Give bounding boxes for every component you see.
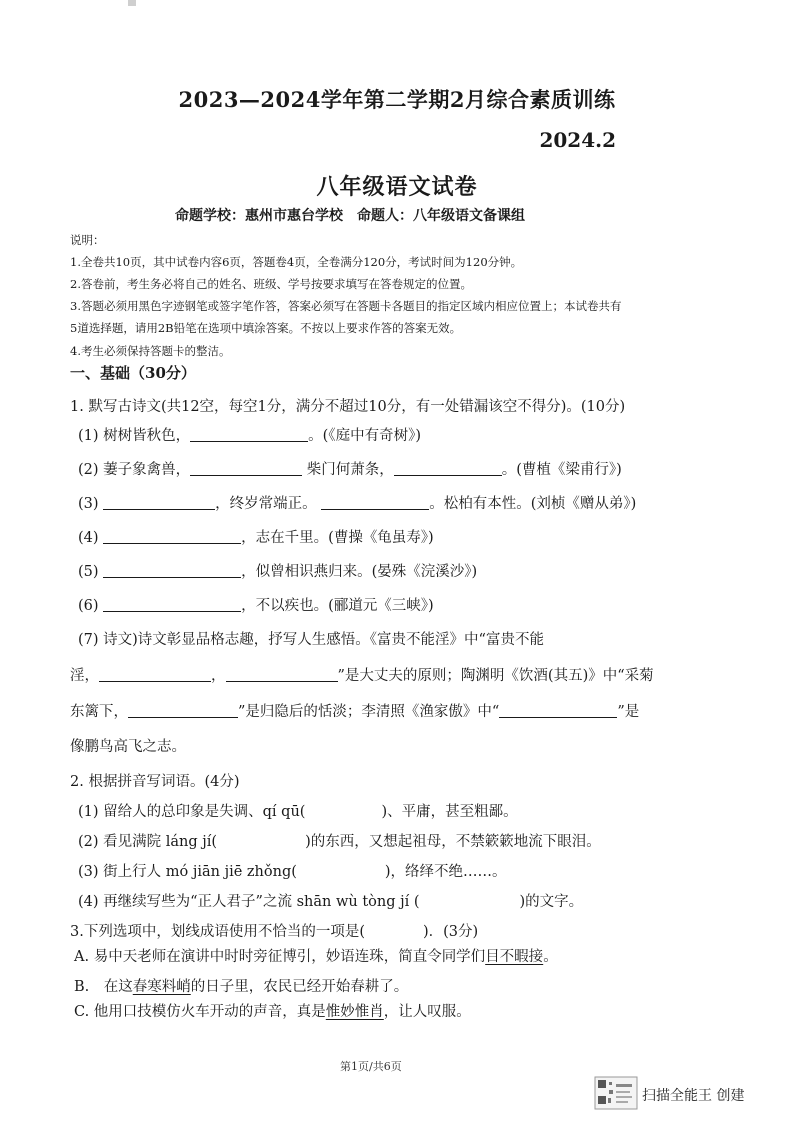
note-item: 3.答题必须用黑色字迹钢笔或签字笔作答，答案必须写在答题卡各题目的指定区域内相应位置上；本试卷共有 xyxy=(70,299,622,313)
section-heading: 一、基础（30分） xyxy=(70,364,196,382)
q1-item-5 xyxy=(78,560,477,581)
q1-item-3 xyxy=(78,492,636,513)
exam-subject: 八年级语文试卷 xyxy=(316,174,478,200)
note-item: 1.全卷共10页，其中试卷内容6页，答题卷4页，全卷满分120分，考试时间为120分钟。 xyxy=(70,255,523,269)
q3-option-a[interactable] xyxy=(74,945,558,966)
q1-item-text: ，不以疾也。(郦道元《三峡》) xyxy=(241,598,434,614)
underlined-idiom: 目不暇接 xyxy=(485,949,544,965)
q1-item-text: 。松柏有本性。(刘桢《赠从弟》) xyxy=(429,496,637,512)
q1-item-text: ”是 xyxy=(617,704,640,720)
q1-item-label: (6) xyxy=(78,598,99,614)
option-text: ，让人叹服。 xyxy=(383,1004,471,1020)
q2-item-text: (1) 留给人的总印象是失调、qí qū( xyxy=(78,804,306,820)
q2-item-text: (4) 再继续写些为“正人君子”之流 shān wù tòng jí ( xyxy=(78,894,420,910)
q2-item-text: (3) 街上行人 mó jiān jiē zhǒng( xyxy=(78,864,297,880)
q2-item-3 xyxy=(78,860,507,881)
option-text: A. 易中天老师在演讲中时时旁征博引，妙语连珠，简直令同学们 xyxy=(74,949,486,965)
q2-item-4 xyxy=(78,890,583,911)
q1-item-2 xyxy=(78,458,622,479)
q1-item-text: ， xyxy=(211,668,226,684)
q1-item-text: 。(《庭中有奇树》) xyxy=(308,428,421,444)
answer-blank[interactable] xyxy=(103,597,241,612)
option-text: 的日子里，农民已经开始春耕了。 xyxy=(190,979,409,995)
answer-blank[interactable] xyxy=(99,667,211,682)
q1-item-text: 淫， xyxy=(70,668,99,684)
q1-item-text: 柴门何萧条， xyxy=(306,462,394,478)
q1-item-label: (2) 萋子象禽兽， xyxy=(78,462,191,478)
underlined-idiom: 惟妙惟肖 xyxy=(325,1004,384,1020)
notes-heading: 说明： xyxy=(70,233,105,247)
q1-item-label: (1) 树树皆秋色， xyxy=(78,428,191,444)
q1-item-1 xyxy=(78,424,421,445)
q1-item-label: (3) xyxy=(78,496,99,512)
q1-stem: 1. 默写古诗文(共12空，每空1分，满分不超过10分，有一处错漏该空不得分)。(10分) xyxy=(70,399,626,415)
option-text: 。 xyxy=(543,949,558,965)
q2-item-1 xyxy=(78,800,518,821)
q2-item-text: )的东西，又想起祖母，不禁簌簌地流下眼泪。 xyxy=(305,834,601,850)
note-item: 2.答卷前，考生务必将自己的姓名、班级、学号按要求填写在答卷规定的位置。 xyxy=(70,277,472,291)
page-footer: 第1页/共6页 xyxy=(340,1060,402,1073)
q2-item-text: )的文字。 xyxy=(519,894,584,910)
q1-item-text: ”是归隐后的恬淡；李清照《渔家傲》中“ xyxy=(238,704,500,720)
q3-option-b[interactable] xyxy=(74,975,408,996)
q1-item-4 xyxy=(78,526,434,547)
q1-item-label: (5) xyxy=(78,564,99,580)
answer-blank[interactable] xyxy=(103,563,241,578)
answer-blank[interactable] xyxy=(321,495,429,510)
q1-item-7-line4: 像鹏鸟高飞之志。 xyxy=(70,739,186,755)
scan-artifact xyxy=(128,0,136,6)
note-item: 5道选择题，请用2B铅笔在选项中填涂答案。不按以上要求作答的答案无效。 xyxy=(70,321,462,335)
qr-logo-icon xyxy=(594,1076,638,1110)
q1-item-label: (4) xyxy=(78,530,99,546)
q1-item-7-line3 xyxy=(70,700,639,721)
q1-item-7-line2 xyxy=(70,664,654,685)
answer-blank[interactable] xyxy=(226,667,338,682)
note-item: 4.考生必须保持答题卡的整洁。 xyxy=(70,344,231,358)
option-text: B. 在这 xyxy=(74,979,133,995)
q1-item-text: ，志在千里。(曹操《龟虽寿》) xyxy=(241,530,434,546)
exam-title: 2023—2024学年第二学期2月综合素质训练 xyxy=(178,87,616,112)
answer-blank[interactable] xyxy=(190,461,302,476)
answer-blank[interactable] xyxy=(499,703,617,718)
q2-item-text: (2) 看见满院 láng jí( xyxy=(78,834,218,850)
answer-blank[interactable] xyxy=(190,427,308,442)
q3-stem: 3.下列选项中，划线成语使用不恰当的一项是( )．(3分) xyxy=(70,924,479,940)
option-text: C. 他用口技模仿火车开动的声音，真是 xyxy=(74,1004,326,1020)
q1-item-text: 东篱下， xyxy=(70,704,128,720)
q1-item-text: ，终岁常端正。 xyxy=(215,496,317,512)
q3-option-c[interactable] xyxy=(74,1000,471,1021)
q1-item-7-line1: (7) 诗文)诗文彰显品格志趣，抒写人生感悟。《富贵不能淫》中“富贵不能 xyxy=(78,632,544,648)
answer-blank[interactable] xyxy=(394,461,502,476)
author-line: 命题学校：惠州市惠台学校 命题人：八年级语文备课组 xyxy=(175,208,525,224)
answer-blank[interactable] xyxy=(103,529,241,544)
q2-item-text: )，络绎不绝……。 xyxy=(384,864,507,880)
answer-blank[interactable] xyxy=(128,703,238,718)
answer-blank[interactable] xyxy=(103,495,215,510)
q2-item-text: )、平庸，甚至粗鄙。 xyxy=(381,804,518,820)
q1-item-text: ，似曾相识燕归来。(晏殊《浣溪沙》) xyxy=(241,564,478,580)
q2-item-2 xyxy=(78,830,601,851)
q2-stem: 2. 根据拼音写词语。(4分) xyxy=(70,774,240,790)
q1-item-text: 。(曹植《梁甫行》) xyxy=(501,462,622,478)
q1-item-text: ”是大丈夫的原则；陶渊明《饮酒(其五)》中“采菊 xyxy=(337,668,654,684)
underlined-idiom: 春寒料峭 xyxy=(132,979,191,995)
exam-date: 2024.2 xyxy=(539,128,616,152)
watermark-text: 扫描全能王 创建 xyxy=(642,1088,745,1104)
q1-item-6 xyxy=(78,594,434,615)
